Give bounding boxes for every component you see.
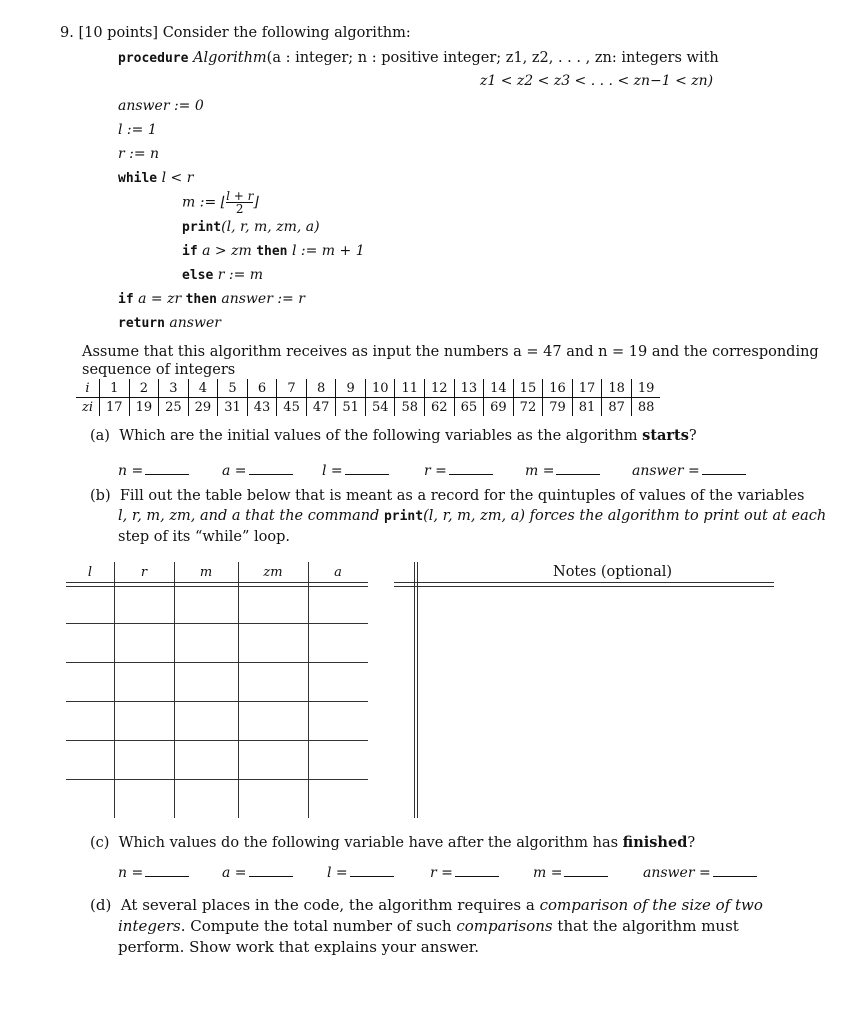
algorithm-signature — [118, 50, 719, 66]
sequence-value-cell: 79 — [543, 398, 573, 417]
code-line-if — [182, 243, 365, 259]
part-c-label: (c) — [90, 835, 110, 851]
print-keyword: print — [182, 220, 222, 235]
c-field-m[interactable] — [533, 864, 608, 881]
a-field-n[interactable] — [118, 462, 189, 479]
record-row-line — [66, 701, 368, 702]
record-row-line — [66, 740, 368, 741]
part-b-line2-post: (l, r, m, zm, a) forces the algorithm to print out at each — [423, 508, 827, 524]
c-field-r[interactable] — [430, 864, 499, 881]
sequence-value-cell: 45 — [277, 398, 307, 417]
part-d-line2-post: that the algorithm must — [557, 917, 739, 935]
c-field-answer-label: answer = — [643, 865, 711, 881]
sequence-value-cell: 17 — [100, 398, 130, 417]
problem-intro: Consider the following algorithm: — [162, 25, 411, 41]
a-field-answer[interactable] — [632, 462, 746, 479]
c-field-r-label: r = — [430, 865, 453, 881]
sequence-index-cell: 13 — [454, 379, 484, 398]
sequence-index-cell: 5 — [218, 379, 248, 398]
row-z-label: zi — [82, 399, 94, 415]
part-d-line2-mid: . Compute the total number of such — [180, 917, 452, 935]
part-b-line3: step of its “while” loop. — [118, 529, 290, 545]
sequence-index-cell: 1 — [100, 379, 130, 398]
record-header-rule-1 — [66, 582, 368, 583]
if-action: l := m + 1 — [291, 243, 365, 259]
sequence-value-cell: 65 — [454, 398, 484, 417]
code-line-return — [118, 315, 221, 331]
if2-keyword: if — [118, 292, 134, 307]
a-field-l[interactable] — [322, 462, 389, 479]
sequence-value-cell: 31 — [218, 398, 248, 417]
c-field-n-blank[interactable] — [145, 864, 189, 877]
sequence-value-cell: 81 — [572, 398, 602, 417]
sequence-index-cell: 6 — [247, 379, 277, 398]
sequence-value-cell: 47 — [306, 398, 336, 417]
sequence-value-cell: 69 — [484, 398, 514, 417]
notes-vline-1 — [414, 562, 415, 818]
problem-number: 9. — [60, 25, 74, 41]
code-line-while — [118, 170, 193, 186]
a-field-r[interactable] — [424, 462, 493, 479]
else-keyword: else — [182, 268, 214, 283]
c-field-answer[interactable] — [643, 864, 757, 881]
then-keyword: then — [256, 244, 288, 259]
print-args: (l, r, m, zm, a) — [221, 219, 320, 235]
sequence-index-cell: 7 — [277, 379, 307, 398]
m-assign: m := ⌊ — [182, 194, 227, 211]
sequence-value-cell: 58 — [395, 398, 425, 417]
part-a-question — [90, 426, 697, 446]
problem-header — [60, 25, 411, 41]
sequence-index-cell: 10 — [365, 379, 395, 398]
a-field-answer-blank[interactable] — [702, 462, 746, 475]
assume-line-1: Assume that this algorithm receives as input the numbers a = 47 and n = 19 and the corresponding — [82, 344, 819, 360]
a-field-r-blank[interactable] — [449, 462, 493, 475]
assume-line-2: sequence of integers — [82, 362, 236, 378]
part-a-end: ? — [688, 428, 697, 444]
record-header-r: r — [140, 565, 148, 580]
then2-keyword: then — [185, 292, 217, 307]
part-d-line3: perform. Show work that explains your answer. — [118, 938, 480, 956]
a-field-n-blank[interactable] — [145, 462, 189, 475]
sequence-value-cell: 25 — [159, 398, 189, 417]
sequence-value-cell: 88 — [631, 398, 660, 417]
record-header-l: l — [87, 565, 93, 580]
code-line-else — [182, 267, 263, 283]
sequence-value-cell: 51 — [336, 398, 366, 417]
if-keyword: if — [182, 244, 198, 259]
return-keyword: return — [118, 316, 165, 331]
part-d-line1-it: comparison of the size of two — [539, 896, 763, 914]
c-field-l-blank[interactable] — [350, 864, 394, 877]
code-line-if2 — [118, 291, 305, 307]
part-c-bold: finished — [622, 834, 688, 851]
a-field-answer-label: answer = — [632, 463, 700, 479]
a-field-a[interactable] — [222, 462, 293, 479]
part-b-line1: Fill out the table below that is meant as a record for the quintuples of values of the variables — [119, 488, 805, 504]
sequence-value-cell: 87 — [602, 398, 632, 417]
sequence-row-z — [76, 398, 660, 417]
record-row-line — [66, 779, 368, 780]
sequence-index-cell: 3 — [159, 379, 189, 398]
a-field-m[interactable] — [525, 462, 600, 479]
sequence-value-cell: 19 — [129, 398, 159, 417]
m-fraction — [226, 190, 253, 215]
while-keyword: while — [118, 171, 158, 186]
else-action: r := m — [217, 267, 264, 283]
c-field-l[interactable] — [327, 864, 394, 881]
part-b-print-cmd: print — [383, 509, 424, 524]
record-header-zm: zm — [263, 565, 283, 580]
part-a-label: (a) — [90, 428, 110, 444]
record-header-m: m — [199, 565, 213, 580]
sequence-table — [76, 379, 660, 416]
part-a-bold: starts — [642, 427, 689, 444]
sequence-index-cell: 2 — [129, 379, 159, 398]
a-field-r-label: r = — [424, 463, 447, 479]
algorithm-name: Algorithm — [193, 50, 267, 66]
notes-header-rule-2 — [394, 586, 774, 587]
sequence-index-cell: 16 — [543, 379, 573, 398]
sequence-index-cell: 15 — [513, 379, 543, 398]
return-value: answer — [169, 315, 221, 331]
problem-points: [10 points] — [78, 25, 159, 41]
part-c-question — [90, 833, 695, 853]
sequence-index-cell: 11 — [395, 379, 425, 398]
a-field-a-label: a = — [222, 463, 247, 479]
sequence-value-cell: 62 — [425, 398, 455, 417]
a-field-n-label: n = — [118, 463, 144, 479]
sequence-index-cell: 4 — [188, 379, 218, 398]
c-field-m-label: m = — [533, 865, 563, 881]
part-c-end: ? — [687, 835, 696, 851]
code-line-print — [182, 219, 320, 235]
a-field-a-blank[interactable] — [249, 462, 293, 475]
sequence-value-cell: 72 — [513, 398, 543, 417]
part-c-text: Which values do the following variable have after the algorithm has — [118, 835, 619, 851]
sequence-index-cell: 18 — [602, 379, 632, 398]
notes-vline-2 — [417, 562, 418, 818]
sequence-index-cell: 9 — [336, 379, 366, 398]
part-d-line2-it1: integers — [118, 917, 181, 935]
code-line-l: l := 1 — [118, 122, 157, 138]
if2-action: answer := r — [221, 291, 305, 307]
notes-header-rule-1 — [394, 582, 774, 583]
c-field-m-blank[interactable] — [564, 864, 608, 877]
code-line-r: r := n — [118, 146, 160, 162]
record-row-line — [66, 623, 368, 624]
part-d-line2-it2: comparisons — [456, 917, 553, 935]
c-field-n-label: n = — [118, 865, 144, 881]
c-field-a[interactable] — [222, 864, 293, 881]
code-line-answer: answer := 0 — [118, 98, 204, 114]
while-condition: l < r — [161, 170, 194, 186]
c-field-a-blank[interactable] — [249, 864, 293, 877]
assume-paragraph — [82, 342, 819, 378]
a-field-l-blank[interactable] — [345, 462, 389, 475]
a-field-m-label: m = — [525, 463, 555, 479]
c-field-answer-blank[interactable] — [713, 864, 757, 877]
part-b-label: (b) — [90, 488, 111, 504]
m-denominator: 2 — [235, 202, 244, 216]
a-field-m-blank[interactable] — [556, 462, 600, 475]
sequence-row-i — [76, 379, 660, 398]
c-field-a-label: a = — [222, 865, 247, 881]
sequence-value-cell: 43 — [247, 398, 277, 417]
if2-condition: a = zr — [138, 291, 182, 307]
algorithm-condition: z1 < z2 < z3 < . . . < zn−1 < zn) — [480, 73, 714, 89]
c-field-n[interactable] — [118, 864, 189, 881]
sequence-index-cell: 17 — [572, 379, 602, 398]
sequence-index-cell: 8 — [306, 379, 336, 398]
algorithm-params: (a : integer; n : positive integer; z1, z2, . . . , zn: integers with — [266, 50, 719, 66]
c-field-l-label: l = — [327, 865, 348, 881]
if-condition: a > zm — [202, 243, 252, 259]
part-d-question — [90, 895, 763, 958]
m-floor-close: ⌋ — [253, 194, 259, 211]
part-a-text: Which are the initial values of the following variables as the algorithm — [119, 428, 638, 444]
c-field-r-blank[interactable] — [455, 864, 499, 877]
procedure-keyword: procedure — [118, 51, 189, 66]
part-d-label: (d) — [90, 896, 112, 914]
code-line-m — [182, 190, 259, 215]
sequence-index-cell: 14 — [484, 379, 514, 398]
notes-header: Notes (optional) — [553, 564, 673, 580]
record-header-a: a — [334, 565, 342, 580]
sequence-value-cell: 29 — [188, 398, 218, 417]
part-d-line1-pre: At several places in the code, the algorithm requires a — [120, 896, 535, 914]
a-field-l-label: l = — [322, 463, 343, 479]
part-b-line2-pre: l, r, m, zm, and a that the command — [118, 508, 380, 524]
m-numerator: l + r — [226, 189, 254, 203]
sequence-index-cell: 19 — [631, 379, 660, 398]
part-b-question — [90, 486, 826, 547]
row-i-label: i — [76, 379, 100, 398]
sequence-value-cell: 54 — [365, 398, 395, 417]
sequence-index-cell: 12 — [425, 379, 455, 398]
record-header-rule-2 — [66, 586, 368, 587]
record-row-line — [66, 662, 368, 663]
